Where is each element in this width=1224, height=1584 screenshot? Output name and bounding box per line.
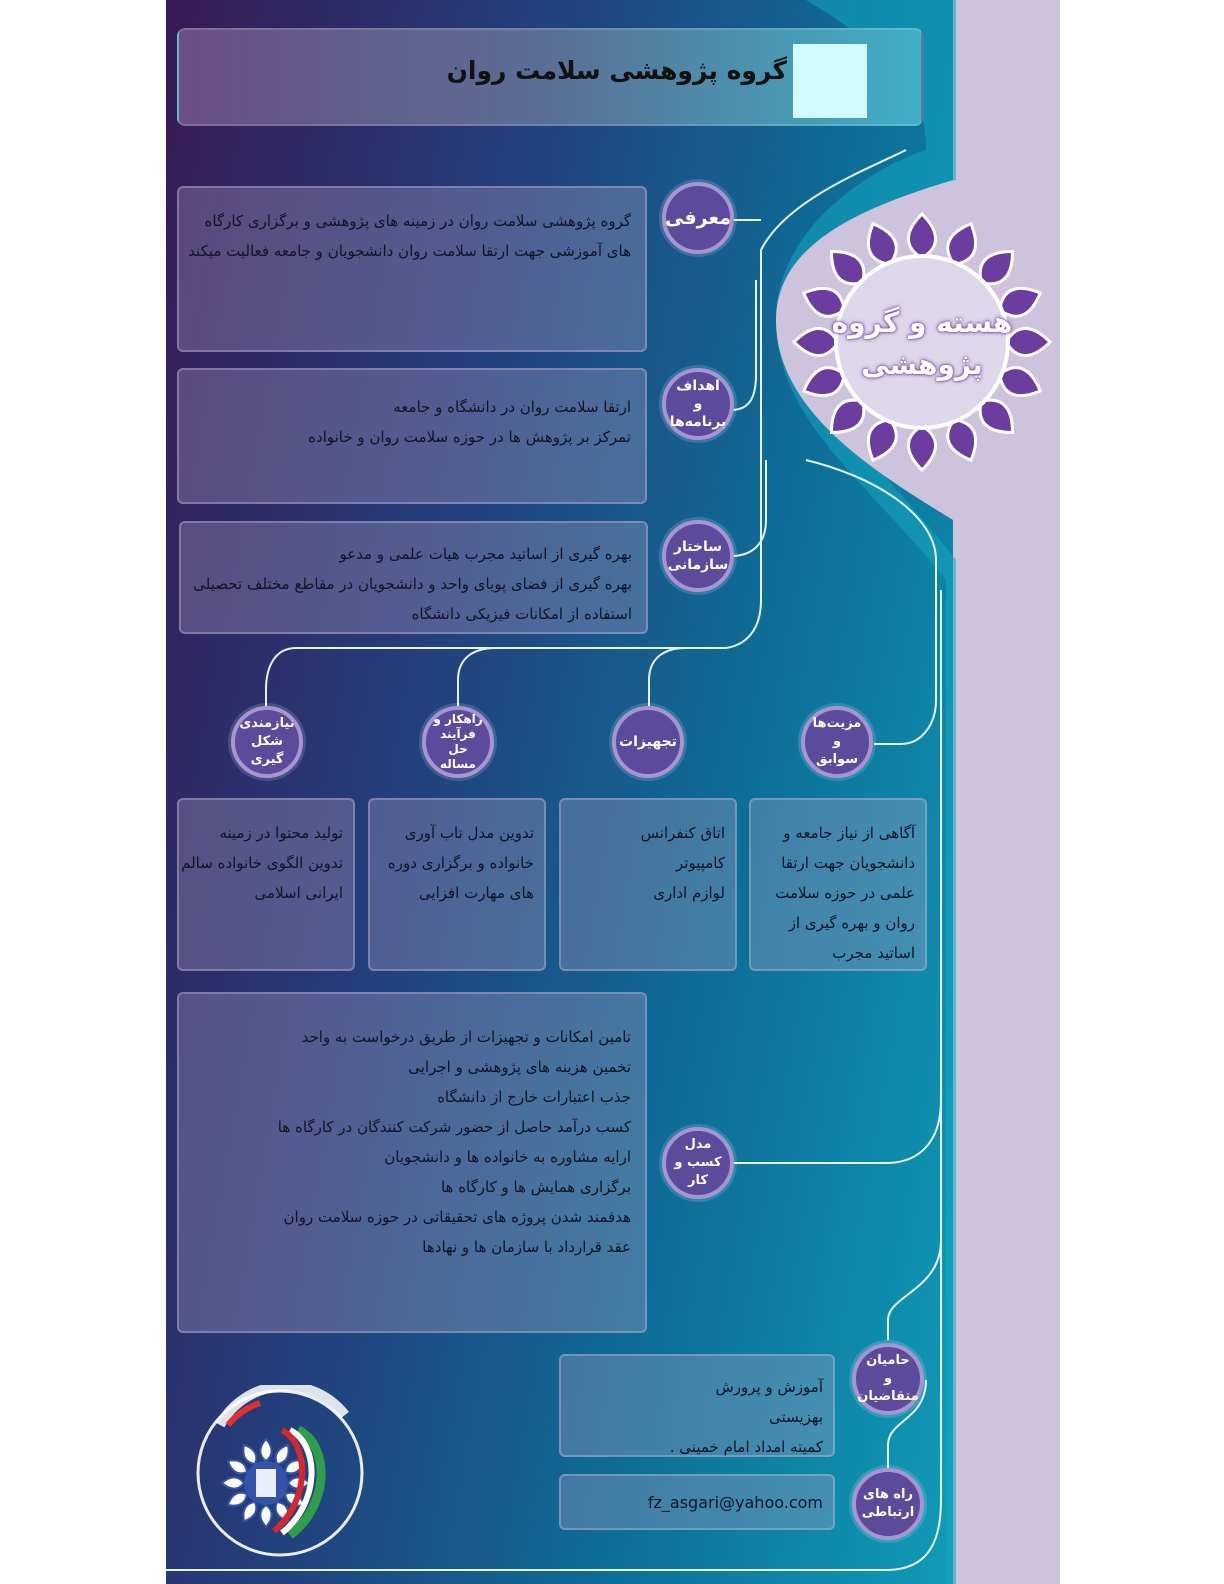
- emblem-title: [814, 302, 1030, 386]
- connector-goals: [731, 280, 756, 410]
- contact-panel: [559, 1474, 835, 1530]
- structure-line-1: بهره گیری از اساتید مجرب هیات علمی و مدعو: [339, 545, 632, 563]
- needs-node-label-2: شکل گیری: [250, 734, 284, 767]
- sponsors-node: [852, 1343, 924, 1415]
- equipment-panel: [559, 798, 737, 971]
- contact-node: [852, 1468, 924, 1540]
- solution-line-1: تدوین مدل تاب آوری: [404, 824, 534, 842]
- business-line-3: جذب اعتبارات خارج از دانشگاه: [437, 1088, 631, 1106]
- structure-line-2: بهره گیری از فضای پویای واحد و دانشجویان در مقاطع مختلف تحصیلی: [193, 575, 632, 593]
- goals-line-2: تمرکز بر پژوهش ها در حوزه سلامت روان و خانواده: [308, 428, 631, 446]
- needs-node: [231, 706, 303, 778]
- business-node-label-2: کسب و کار: [674, 1155, 722, 1188]
- connector-solution: [458, 648, 496, 708]
- goals-line-1: ارتقا سلامت روان در دانشگاه و جامعه: [393, 398, 631, 416]
- solution-panel: [368, 798, 546, 971]
- equipment-line-3: لوازم اداری: [653, 884, 725, 902]
- solution-line-2: خانواده و برگزاری دوره: [387, 854, 534, 872]
- structure-line-3: استفاده از امکانات فیزیکی دانشگاه: [411, 605, 632, 623]
- goals-node: [662, 368, 734, 440]
- structure-node-label-2: سازمانی: [667, 557, 729, 573]
- advantages-line-2: دانشجویان جهت ارتقا: [781, 854, 915, 872]
- sponsors-line-3: کمیته امداد امام خمینی .: [669, 1438, 823, 1456]
- business-panel: [177, 992, 647, 1333]
- intro-line-2: های آموزشی جهت ارتقا سلامت روان دانشجویان و جامعه فعالیت میکند: [188, 242, 631, 260]
- sponsors-node-label-1: حامیان و: [866, 1353, 910, 1386]
- intro-node-label: معرفی: [665, 207, 731, 229]
- advantages-line-3: علمی در حوزه سلامت: [775, 884, 915, 902]
- equipment-node-label: تجهیزات: [619, 734, 677, 750]
- business-line-4: کسب درآمد حاصل از حضور شرکت کنندگان در کارگاه ها: [277, 1118, 631, 1136]
- needs-line-1: تولید محتوا در زمینه: [219, 824, 343, 842]
- solution-line-3: های مهارت افزایی: [418, 884, 534, 902]
- goals-panel: [177, 368, 647, 504]
- contact-node-label-2: ارتباطی: [861, 1505, 915, 1520]
- advantages-line-1: آگاهی از نیاز جامعه و: [783, 824, 915, 842]
- equipment-line-2: کامپیوتر: [676, 854, 725, 872]
- business-line-7: هدفمند شدن پروژه های تحقیقاتی در حوزه سلامت روان: [283, 1208, 631, 1226]
- sponsors-node-label-2: متقاضیان: [857, 1389, 919, 1404]
- emblem-title-line1: هسته و گروه: [831, 306, 1013, 339]
- connector-equipment: [649, 648, 686, 708]
- advantages-line-5: اساتید مجرب: [832, 944, 915, 962]
- logo-petal: [260, 1439, 271, 1461]
- business-line-1: تامین امکانات و تجهیزات از طریق درخواست به واحد: [301, 1028, 631, 1046]
- sponsors-line-2: بهزیستی: [769, 1408, 823, 1426]
- needs-line-2: تدوین الگوی خانواده سالم: [181, 854, 343, 872]
- advantages-node: [801, 706, 873, 778]
- emblem-title-line2: پژوهشی: [861, 348, 983, 381]
- business-node: [662, 1127, 734, 1199]
- structure-panel: [179, 521, 648, 634]
- business-line-2: تخمین هزینه های پژوهشی و اجرایی: [408, 1058, 631, 1076]
- advantages-node-label-2: سوابق: [816, 752, 858, 767]
- intro-line-1: گروه پژوهشی سلامت روان در زمینه های پژوهشی و برگزاری کارگاه: [204, 212, 631, 230]
- needs-line-3: ایرانی اسلامی: [254, 884, 343, 902]
- title-bar: [177, 28, 923, 126]
- logo-placeholder: [793, 44, 867, 118]
- business-line-5: ارایه مشاوره به خانواده ها و دانشجویان: [384, 1148, 631, 1166]
- equipment-node: [612, 706, 684, 778]
- contact-node-label-1: راه های: [863, 1487, 913, 1502]
- solution-node-label-1: راهکار و: [433, 712, 483, 726]
- needs-panel: [177, 798, 355, 971]
- business-line-8: عقد قرارداد با سازمان ها و نهادها: [422, 1238, 631, 1256]
- goals-node-label-1: اهداف و: [676, 378, 720, 412]
- structure-node-label-1: ساختار: [673, 539, 723, 555]
- business-line-6: برگزاری همایش ها و کارگاه ها: [440, 1178, 631, 1196]
- advantages-node-label-1: مزیت‌ها و: [812, 716, 862, 749]
- page-title: گروه پژوهشی سلامت روان: [446, 56, 787, 85]
- goals-node-label-2: برنامه‌ها: [669, 414, 727, 430]
- business-node-label-1: مدل: [684, 1137, 712, 1152]
- intro-panel: [177, 186, 647, 352]
- advantages-line-4: روان و بهره گیری از: [788, 914, 915, 932]
- solution-node-label-3: حل مساله: [440, 742, 476, 771]
- connector-advantages: [806, 460, 936, 744]
- equipment-line-1: اتاق کنفرانس: [640, 824, 725, 842]
- logo-petal: [260, 1505, 271, 1527]
- advantages-panel: [749, 798, 927, 971]
- sponsors-panel: [559, 1354, 835, 1457]
- university-anniversary-logo-icon: [180, 1385, 380, 1560]
- logo-petal: [222, 1477, 244, 1488]
- contact-email-link[interactable]: fz_asgari@yahoo.com: [647, 1493, 823, 1512]
- sponsors-line-1: آموزش و پرورش: [715, 1378, 823, 1396]
- intro-node: [662, 182, 734, 254]
- structure-node: [662, 520, 734, 592]
- solution-node: [422, 706, 494, 778]
- solution-node-label-2: فرآیند: [440, 727, 476, 741]
- needs-node-label-1: نیازمندی: [239, 716, 295, 731]
